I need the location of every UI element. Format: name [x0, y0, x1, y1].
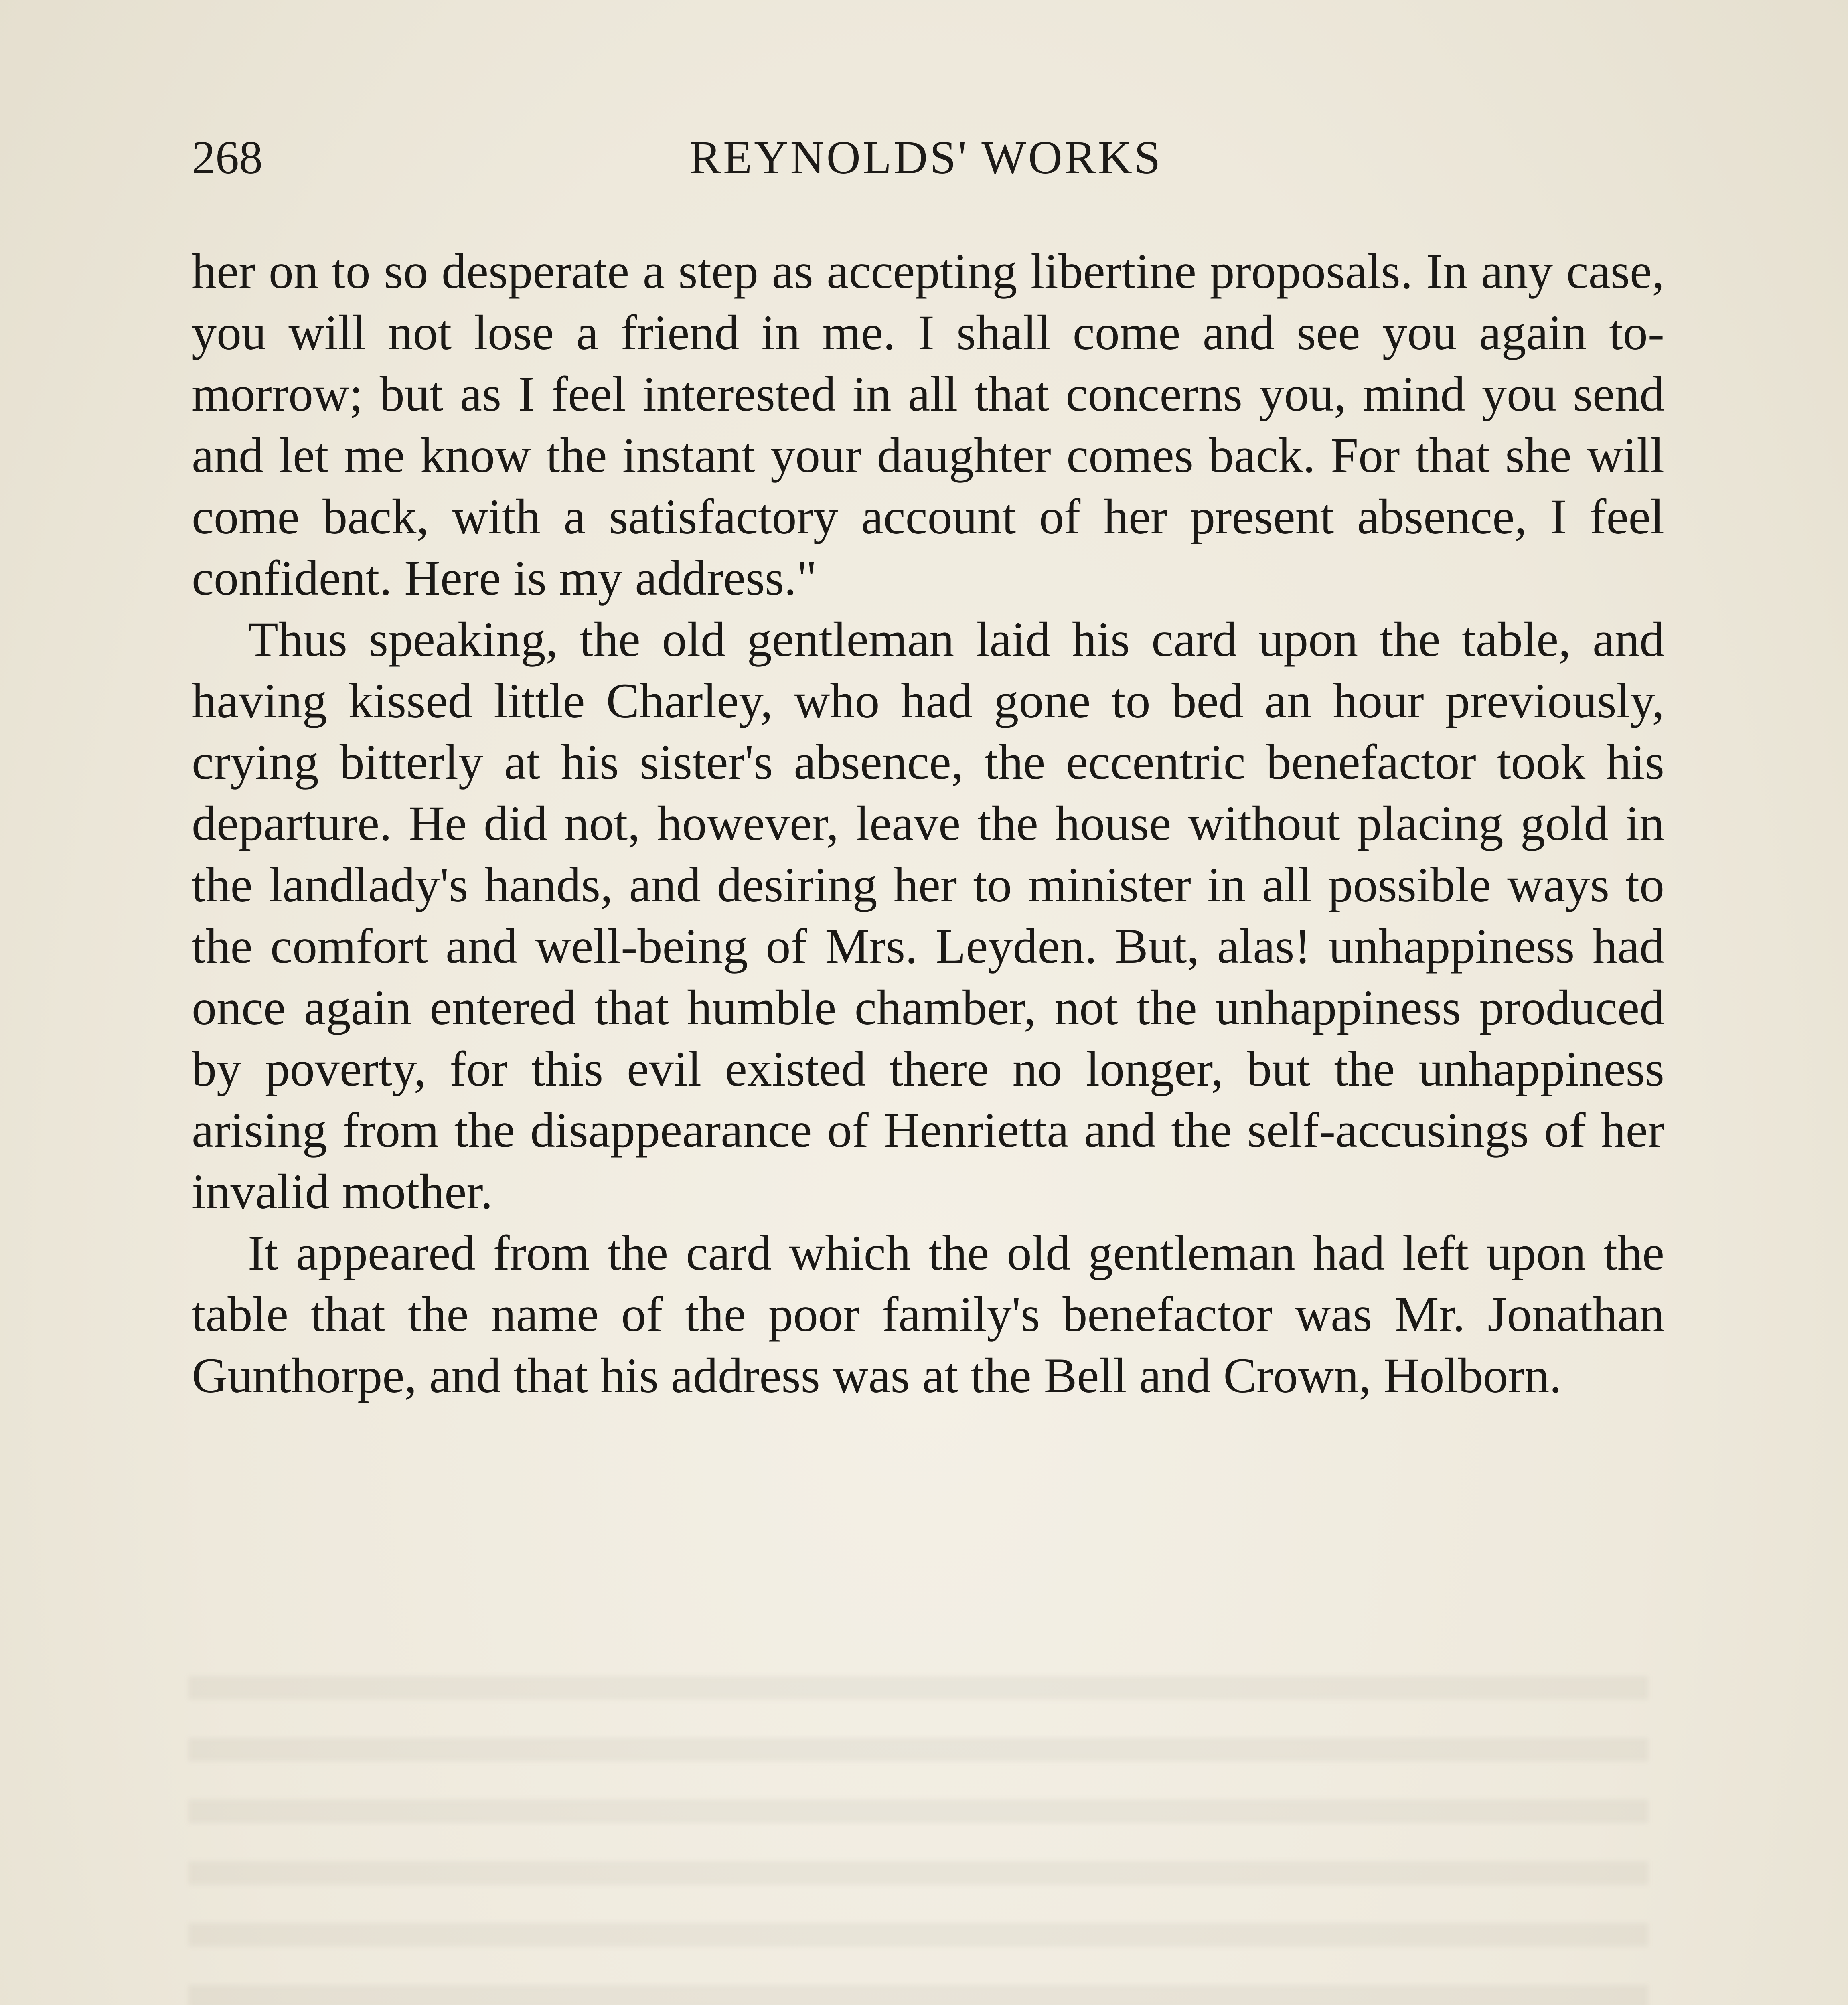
paragraph: It appeared from the card which the old gentleman had left upon the table that the name of the poor family's benefactor was Mr. Jonathan Gunthorpe, and that his address was at the Bell and Crown, Holborn. — [192, 1225, 1664, 1403]
page-header — [192, 128, 1660, 188]
body-text — [192, 241, 1664, 1406]
page-number: 268 — [192, 131, 263, 184]
show-through-texture — [188, 1652, 1648, 2005]
paragraph-continued: her on to so desperate a step as accepting libertine proposals. In any case, you will not lose a friend in me. I shall come and see you again to-morrow; but as I feel interested in all that concerns you, mind you send and let me know the instant your daughter comes back. For that she will come back, with a satisfactory account of her present absence, I feel confident. Here is my address." — [192, 244, 1664, 606]
paragraph: Thus speaking, the old gentleman laid his card upon the table, and having kissed little Charley, who had gone to bed an hour previously, crying bitterly at his sister's absence, the eccentric benefactor took his departure. He did not, however, leave the house without placing gold in the landlady's hands, and desiring her to minister in all possible ways to the comfort and well-being of Mrs. Leyden. But, alas! unhappiness had once again entered that humble chamber, not the unhappiness produced by poverty, for this evil existed there no longer, but the unhappiness arising from the disappearance of Henrietta and the self-accusings of her invalid mother. — [192, 612, 1664, 1219]
running-head: REYNOLDS' WORKS — [689, 131, 1163, 184]
